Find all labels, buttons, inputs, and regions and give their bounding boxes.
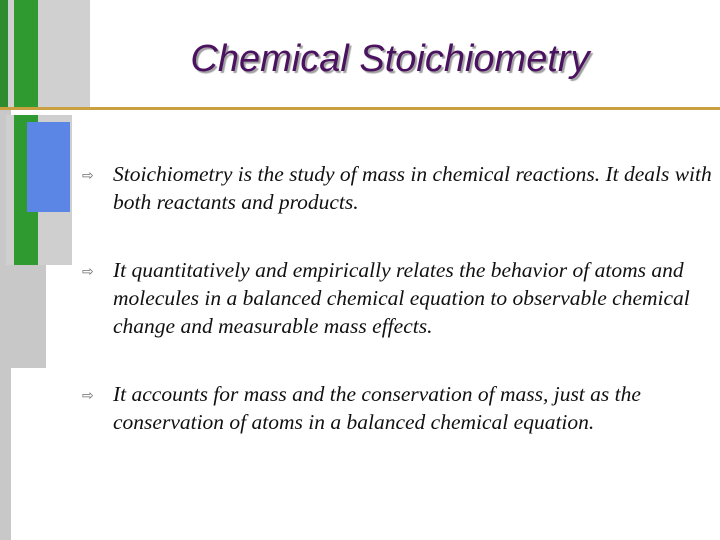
bullet-text: is the study of mass in chemical reactions. It deals with both reactants and products. [113, 162, 712, 214]
bullet-text: It quantitatively and empirically relates the behavior of atoms and molecules in a balanced chemical equation to observable chemical change and measurable mass effects. [113, 258, 690, 338]
bullet-item [82, 380, 712, 436]
bullet-list [82, 160, 712, 436]
outlined-right-arrow-icon: ⇨ [82, 264, 94, 280]
bullet-text: It accounts for mass and the conservation of mass, just as the conservation of atoms in a balanced chemical equation. [113, 382, 641, 434]
decorative-green-block-top [14, 0, 38, 110]
title-underline-rule [0, 107, 720, 110]
bullet-item [82, 160, 712, 216]
decorative-gray-block-low [6, 265, 46, 368]
bullet-term: Stoichiometry [113, 162, 233, 186]
decorative-blue-block [27, 122, 70, 212]
slide-title: Chemical Stoichiometry [190, 38, 590, 80]
outlined-right-arrow-icon: ⇨ [82, 168, 94, 184]
decorative-green-strip [0, 0, 8, 110]
bullet-item [82, 256, 712, 340]
outlined-right-arrow-icon: ⇨ [82, 388, 94, 404]
